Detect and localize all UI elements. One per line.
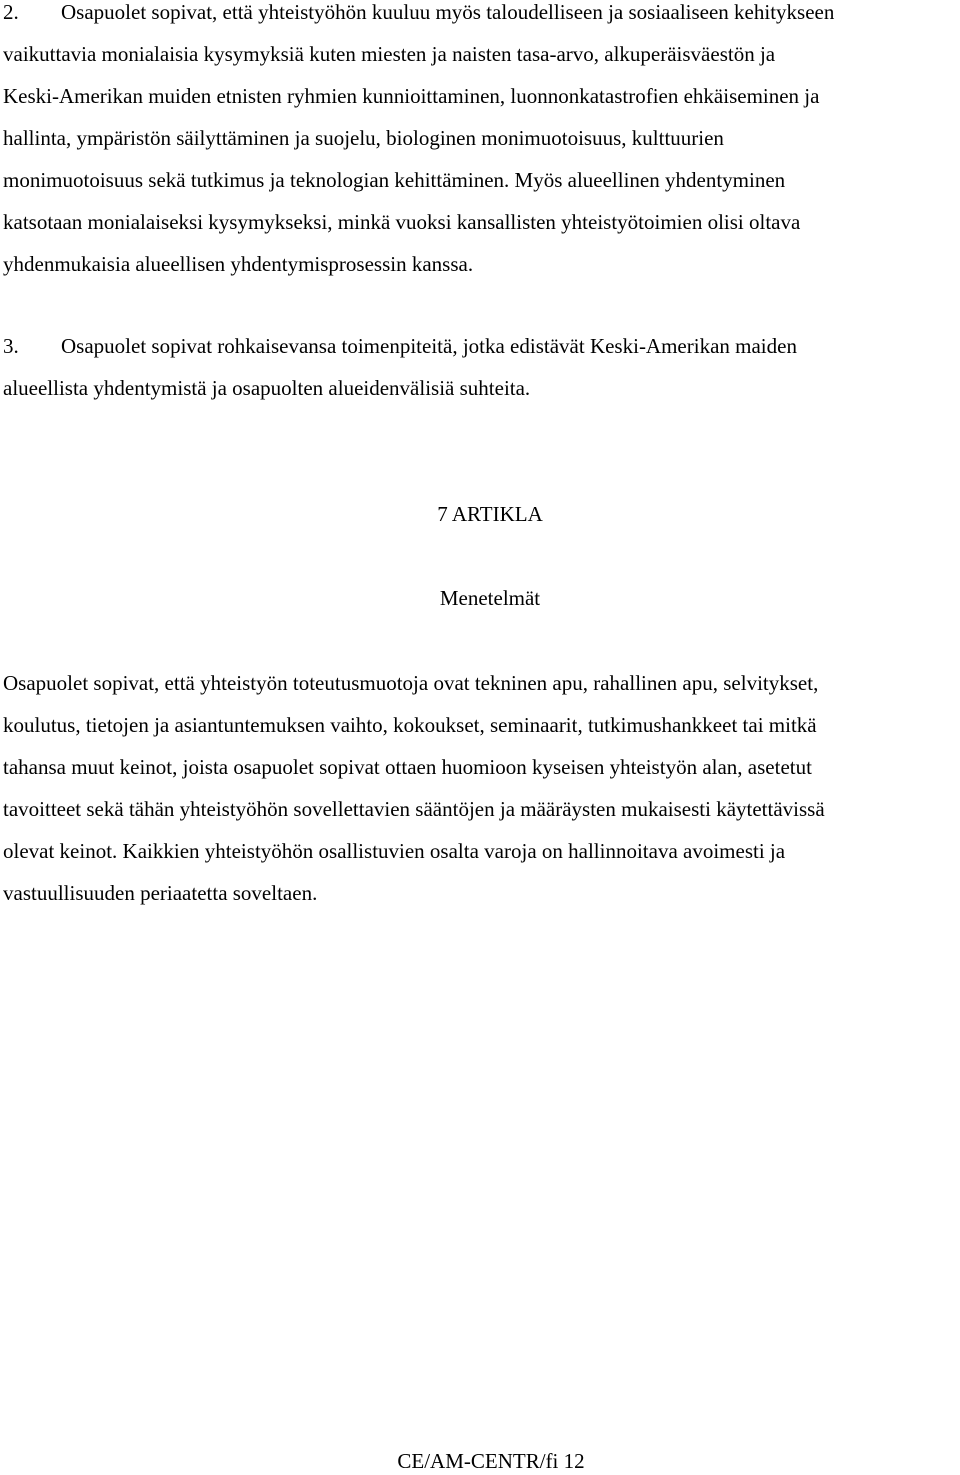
article-heading: 7 ARTIKLA bbox=[437, 502, 543, 526]
page-footer-reference: CE/AM-CENTR/fi 12 bbox=[397, 1449, 585, 1473]
paragraph-line: tavoitteet sekä tähän yhteistyöhön sovellettavien sääntöjen ja määräysten mukaisesti käytettävissä bbox=[3, 797, 825, 821]
paragraph-line: vaikuttavia monialaisia kysymyksiä kuten miesten ja naisten tasa-arvo, alkuperäisväestön ja bbox=[3, 42, 776, 66]
paragraph-number: 3. bbox=[3, 334, 19, 358]
paragraph-2 bbox=[3, 0, 960, 285]
paragraph-line: yhdenmukaisia alueellisen yhdentymisprosessin kanssa. bbox=[3, 252, 474, 276]
paragraph-number: 2. bbox=[3, 0, 19, 24]
paragraph-line: olevat keinot. Kaikkien yhteistyöhön osallistuvien osalta varoja on hallinnoitava avoimesti ja bbox=[3, 839, 786, 863]
paragraph-line: hallinta, ympäristön säilyttäminen ja suojelu, biologinen monimuotoisuus, kulttuurien bbox=[3, 126, 724, 150]
paragraph-line: Osapuolet sopivat, että yhteistyön toteutusmuotoja ovat tekninen apu, rahallinen apu, selvitykset, bbox=[3, 671, 819, 695]
paragraph-line: monimuotoisuus sekä tutkimus ja teknologian kehittäminen. Myös alueellinen yhdentyminen bbox=[3, 168, 786, 192]
article-title: Menetelmät bbox=[439, 586, 541, 610]
article-body-paragraph bbox=[3, 662, 960, 914]
paragraph-line: 2. Osapuolet sopivat, että yhteistyöhön kuuluu myös taloudelliseen ja sosiaaliseen kehitykseen bbox=[3, 0, 960, 33]
paragraph-line: Keski-Amerikan muiden etnisten ryhmien kunnioittaminen, luonnonkatastrofien ehkäiseminen ja bbox=[3, 84, 820, 108]
paragraph-line: koulutus, tietojen ja asiantuntemuksen vaihto, kokoukset, seminaarit, tutkimushankkeet tai mitkä bbox=[3, 713, 817, 737]
paragraph-line: katsotaan monialaiseksi kysymykseksi, minkä vuoksi kansallisten yhteistyötoimien olisi oltava bbox=[3, 210, 801, 234]
paragraph-line: tahansa muut keinot, joista osapuolet sopivat ottaen huomioon kyseisen yhteistyön alan, asetetut bbox=[3, 755, 812, 779]
paragraph-3 bbox=[3, 325, 960, 409]
paragraph-line: vastuullisuuden periaatetta soveltaen. bbox=[3, 881, 318, 905]
paragraph-line: 3. Osapuolet sopivat rohkaisevansa toimenpiteitä, jotka edistävät Keski-Amerikan maiden bbox=[3, 325, 960, 367]
paragraph-line: alueellista yhdentymistä ja osapuolten alueidenvälisiä suhteita. bbox=[3, 376, 531, 400]
